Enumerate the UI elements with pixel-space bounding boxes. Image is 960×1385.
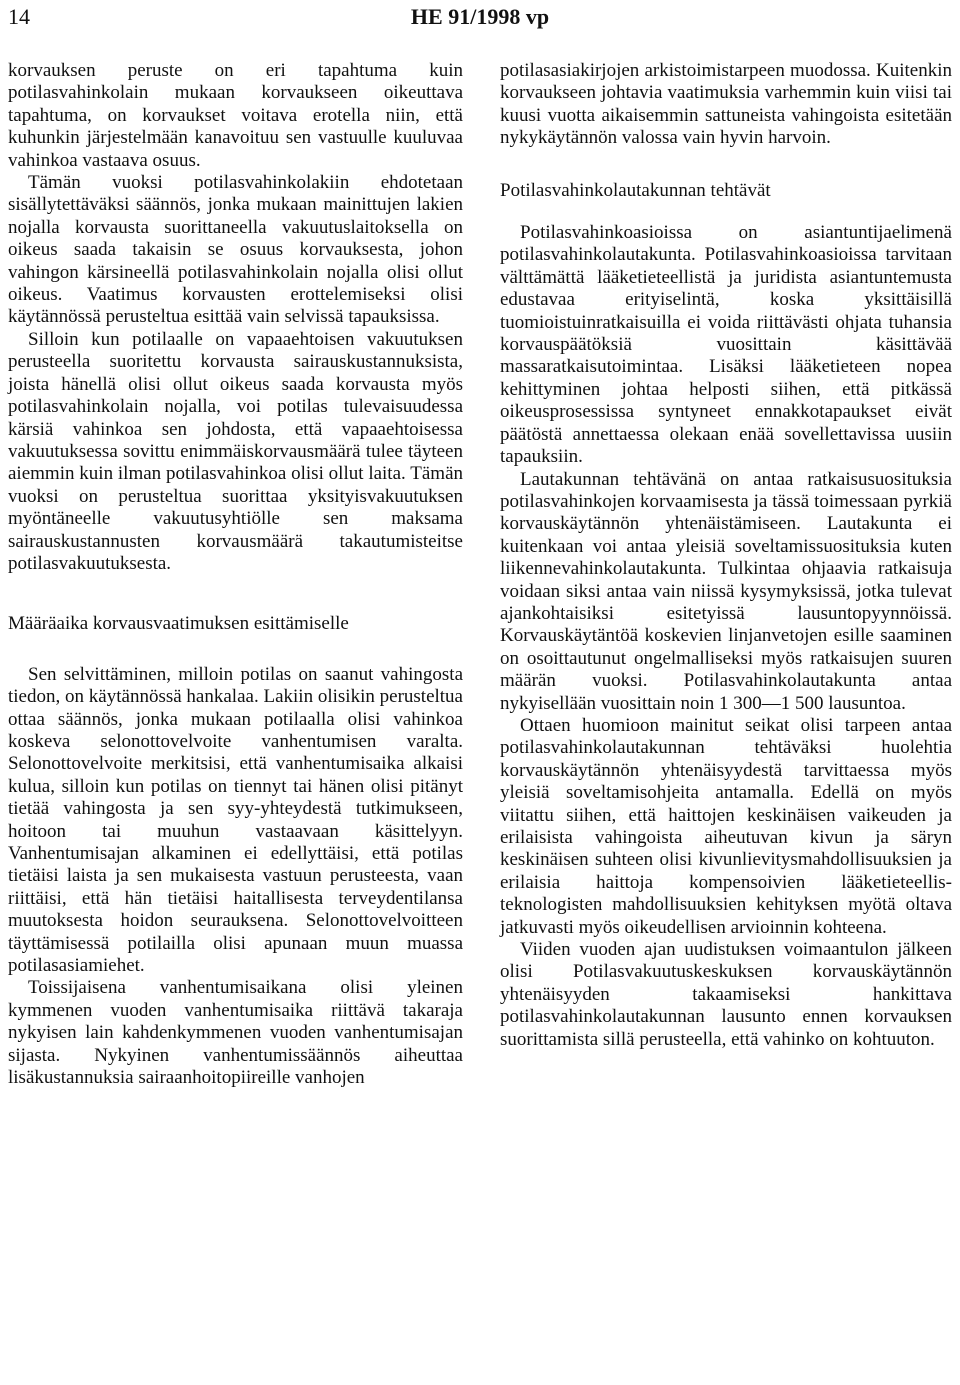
paragraph: Viiden vuoden ajan uudistuksen voimaantulon jälkeen olisi Potilasvakuutuskeskuksen korvauskäytännön yhtenäisyyden takaamiseksi hankittava potilasvahinkolautakunnan lausunto ennen korvauksen suorittamista sillä perusteella, että vahinko on kohtuuton.	[500, 939, 952, 1050]
paragraph: Lautakunnan tehtävänä on antaa ratkaisusuosituksia potilasvahinkojen korvaamisesta ja tässä toimessaan pyrkiä korvauskäytännön yhtenäistämiseen. Lautakunta ei kuitenkaan voi antaa yleisiä soveltamissuosituksia kuten liikennevahinkolautakunta. Tulkintaa ohjaavia ratkaisuja voidaan siksi antaa vain niissä kysymyksissä, jotka tulevat ajankohtaisiksi esitetyissä lausuntopyynnöissä. Korvauskäytäntöä koskevien linjanvetojen esille saaminen on osoittautunut ongelmalliseksi myös ratkaisujen suuren määrän vuoksi. Potilasvahinkolautakunta antaa nykyisellään vuosittain noin 1 300—1 500 lausuntoa.	[500, 468, 952, 714]
section-heading: Potilasvahinkolautakunnan tehtävät	[500, 179, 771, 201]
page-number: 14	[8, 4, 30, 29]
page-header	[8, 4, 952, 34]
section-heading: Määräaika korvausvaatimuksen esittämiselle	[8, 613, 349, 635]
paragraph: Ottaen huomioon mainitut seikat olisi tarpeen antaa potilasvahinkolautakunnan tehtäväksi huolehtia korvauskäytännön yhtenäisyydestä tarvittaessa myös yleisiä soveltamisohjeita antamalla. Edellä on myös viitattu siihen, että haittojen keskinäisen vaikeuden ja erilaisista vahingoista aiheutuvan kivun ja säryn keskinäisen suhteen olisi kivunlievitysmahdollisuuksien ja erilaisia haittoja kompensoivien lääketieteellis-teknologisten mahdollisuuksien kehityksen myötä oltava jatkuvasti myös oikeudellisen arvioinnin kohteena.	[500, 714, 952, 938]
paragraph: Toissijaisena vanhentumisaikana olisi yleinen kymmenen vuoden vanhentumisaika riittävä takaraja nykyisen lain kahdenkymmenen vuoden vanhentumisajan sijasta. Nykyinen vanhentumissäännös aiheuttaa lisäkustannuksia sairaanhoitopiireille vanhojen	[8, 977, 463, 1089]
paragraph: Silloin kun potilaalle on vapaaehtoisen vakuutuksen perusteella suoritettu korvausta sairauskustannuksista, joista hänellä olisi ollut oikeus saada korvausta myös potilasvahinkolain nojalla, voi potilas tulevaisuudessa kärsiä vahinkoa sen johdosta, että vapaaehtoisessa vakuutuksessa sovittu enimmäiskorvausmäärä tulee täyteen aiemmin kuin ilman potilasvahinkoa olisi ollut laita. Tämän vuoksi on perusteltua suorittaa yksityisvakuutuksen myöntäneelle vakuutusyhtiölle sen maksama sairauskustannusten korvausmäärä takautumisteitse potilasvakuutuksesta.	[8, 328, 463, 574]
paragraph: korvauksen peruste on eri tapahtuma kuin potilasvahinkolain mukaan korvaukseen oikeuttava tapahtuma, on korvaukset voitava erotella niin, että kuhunkin järjestelmään kanavoituu sen vastuulle kuuluvaa vahinkoa vastaava osuus.	[8, 60, 463, 171]
paragraph: Sen selvittäminen, milloin potilas on saanut vahingosta tiedon, on käytännössä hankalaa. Lakiin olisikin perusteltua ottaa säännös, jonka mukaan potilaalla olisi vahinkoa koskeva selonottovelvoite vanhentumisen varalta. Selonottovelvoite merkitsisi, että vanhentumisaika alkaisi kulua, silloin kun potilas on tiennyt tai hänen olisi pitänyt tietää vahingosta ja sen syy-yhteydestä tutkimukseen, hoitoon tai muuhun vastaavaan käsittelyyn. Vanhentumisajan alkaminen ei edellyttäisi, että potilas tietäisi laista ja sen mukaisesta vastuun perusteesta, vaan riittäisi, että hän tietäisi haitallisesta terveydentilansa muutoksesta hoidon seurauksena. Selonottovelvoitteen täyttämisessä potilailla olisi apunaan muun muassa potilasasiamiehet.	[8, 663, 463, 977]
right-column	[500, 60, 952, 1051]
paragraph: potilasasiakirjojen arkistoimistarpeen muodossa. Kuitenkin korvaukseen johtavia vaatimuksia varhemmin kuin viisi tai kuusi vuotta aikaisemmin sattuneista vahingoista esitetään nykykäytännön valossa vain hyvin harvoin.	[500, 60, 952, 149]
left-column	[8, 60, 463, 1089]
paragraph: Potilasvahinkoasioissa on asiantuntijaelimenä potilasvahinkolautakunta. Potilasvahinkoasioissa tarvitaan välttämättä lääketieteellistä ja juridista asiantuntemusta edustavaa erityiselintä, koska yksittäisillä tuomioistuinratkaisuilla ei voida riittävästi ohjata tuhansia korvauspäätöksiä vuosittain käsittävää massaratkaisutoimintaa. Lisäksi lääketieteen nopea kehittyminen johtaa helposti siihen, että pitkässä oikeusprosessissa syntyneet ennakkotapaukset eivät päätöstä annettaessa olekaan enää sovellettavissa uusiin tapauksiin.	[500, 222, 952, 468]
document-identifier: HE 91/1998 vp	[410, 4, 550, 29]
paragraph: Tämän vuoksi potilasvahinkolakiin ehdotetaan sisällytettäväksi säännös, jonka mukaan mainittujen lakien nojalla korvausta suorittaneella vakuutuslaitoksella on oikeus saada takaisin se osuus korvauksesta, johon vahingon kärsineellä potilasvahinkolain nojalla olisi ollut oikeus. Vaatimus korvausten erottelemiseksi olisi käytännössä perusteltua esittää vain selvissä tapauksissa.	[8, 172, 463, 328]
